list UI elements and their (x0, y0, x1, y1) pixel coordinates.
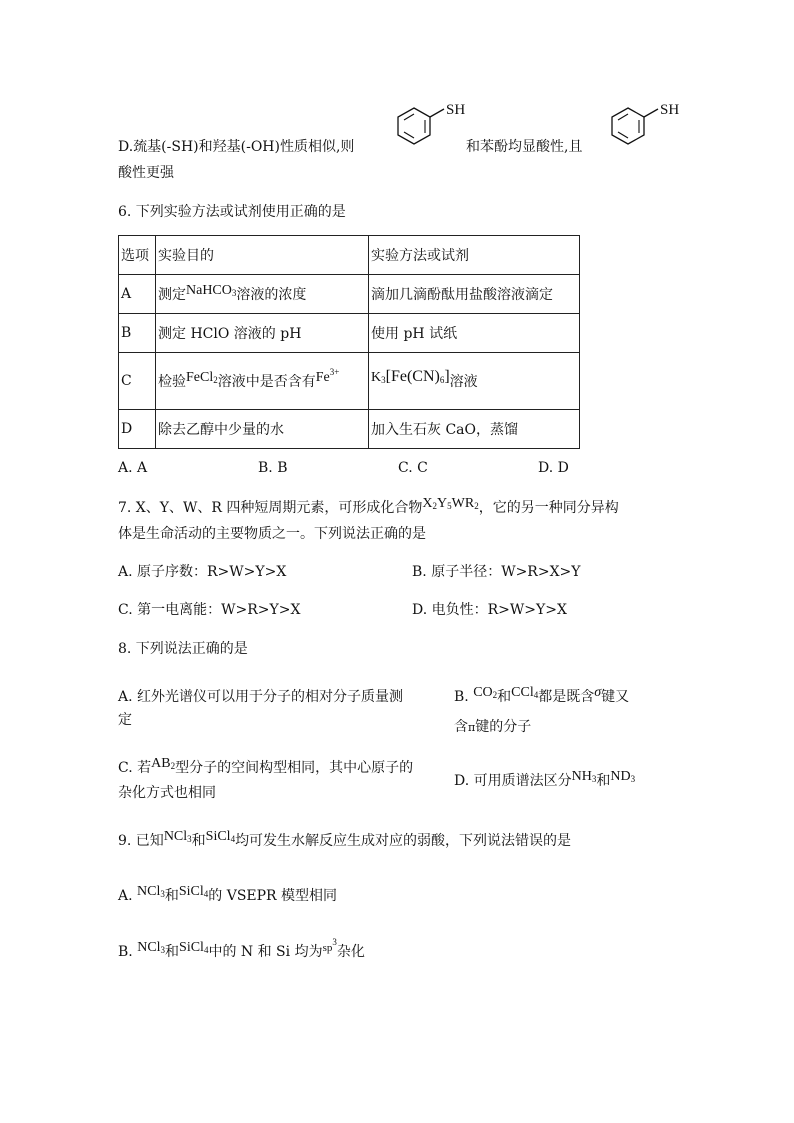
header-option: 选项 (119, 236, 156, 275)
q7-choice-d: D. 电负性：R>W>Y>X (412, 602, 567, 618)
q6-choice-a: A. A (118, 460, 148, 476)
row-b-goal: 测定 HClO 溶液的 pH (156, 314, 369, 353)
q5-option-d-line1 (118, 136, 354, 156)
q7-choice-a: A. 原子序数：R>W>Y>X (118, 564, 287, 580)
q8-choice-a-line2: 定 (118, 712, 132, 728)
row-d-option: D (119, 410, 156, 449)
row-d-method: 加入生石灰 CaO，蒸馏 (369, 410, 580, 449)
row-c-option: C (119, 353, 156, 410)
row-a-method: 滴加几滴酚酞用盐酸溶液滴定 (369, 275, 580, 314)
table-row (119, 314, 580, 353)
q9-choice-b: B. NCl$_3$和SiCl$_4$中的 N 和 Si 均为$^{sp^3}$杂化 (118, 937, 365, 960)
q6-choice-c: C. C (398, 460, 428, 476)
q9-choice-a: A. NCl$_3$和SiCl$_4$的 VSEPR 模型相同 (118, 884, 338, 904)
table-row (119, 410, 580, 449)
row-d-goal: 除去乙醇中少量的水 (156, 410, 369, 449)
q6-stem: 6. 下列实验方法或试剂使用正确的是 (118, 204, 346, 220)
q6-table (118, 235, 580, 449)
q8-choice-b-line2: 含π键的分子 (454, 719, 532, 735)
row-a-option: A (119, 275, 156, 314)
row-b-method: 使用 pH 试纸 (369, 314, 580, 353)
sh-label-1: SH (446, 102, 466, 118)
sh-label-2: SH (660, 102, 680, 118)
row-c-method: $K_3[Fe(CN)_6]$溶液 (369, 353, 580, 410)
q7-formula: $X_2Y_5WR_2$ (422, 496, 479, 511)
row-a-goal: 测定NaHCO$_3$溶液的浓度 (156, 275, 369, 314)
table-row (119, 353, 580, 410)
header-goal: 实验目的 (156, 236, 369, 275)
q8-choice-b-line1: B. $CO_2$和CCl$_4$都是既含σ键又 (454, 685, 630, 705)
table-row (119, 275, 580, 314)
row-c-goal: 检验FeCl$_2$溶液中是否含有$Fe^{3+}$ (156, 353, 369, 410)
table-header-row (119, 236, 580, 275)
q6-choice-d: D. D (538, 460, 569, 476)
q7-choice-c: C. 第一电离能：W>R>Y>X (118, 602, 301, 618)
q8-choice-d: D. 可用质谱法区分$NH_3$和$ND_3$ (454, 769, 636, 789)
q8-choice-c-line1: C. 若$AB_2$型分子的空间构型相同，其中心原子的 (118, 756, 414, 776)
q5-d-text1: 巯基(-SH)和羟基(-OH)性质相似,则 (133, 139, 355, 155)
q5-d-text2: 和苯酚均显酸性,且 (466, 139, 583, 155)
q7-choice-b: B. 原子半径：W>R>X>Y (412, 564, 581, 580)
header-method: 实验方法或试剂 (369, 236, 580, 275)
row-b-option: B (119, 314, 156, 353)
q8-stem: 8. 下列说法正确的是 (118, 641, 248, 657)
q8-choice-a-line1: A. 红外光谱仪可以用于分子的相对分子质量测 (118, 689, 404, 705)
q5-d-prefix: D. (118, 139, 134, 155)
q7-stem-line1: 7. X、Y、W、R 四种短周期元素，可形成化合物$X_2Y_5WR_2$，它的另一种同分异构 (118, 496, 619, 516)
q6-choice-b: B. B (258, 460, 288, 476)
q7-stem-line2: 体是生命活动的主要物质之一。下列说法正确的是 (118, 526, 426, 542)
q9-stem: 9. 已知NCl$_3$和SiCl$_4$均可发生水解反应生成对应的弱酸，下列说法错误的是 (118, 829, 572, 849)
q8-choice-c-line2: 杂化方式也相同 (118, 785, 216, 801)
q5-option-d-line2: 酸性更强 (118, 165, 174, 181)
